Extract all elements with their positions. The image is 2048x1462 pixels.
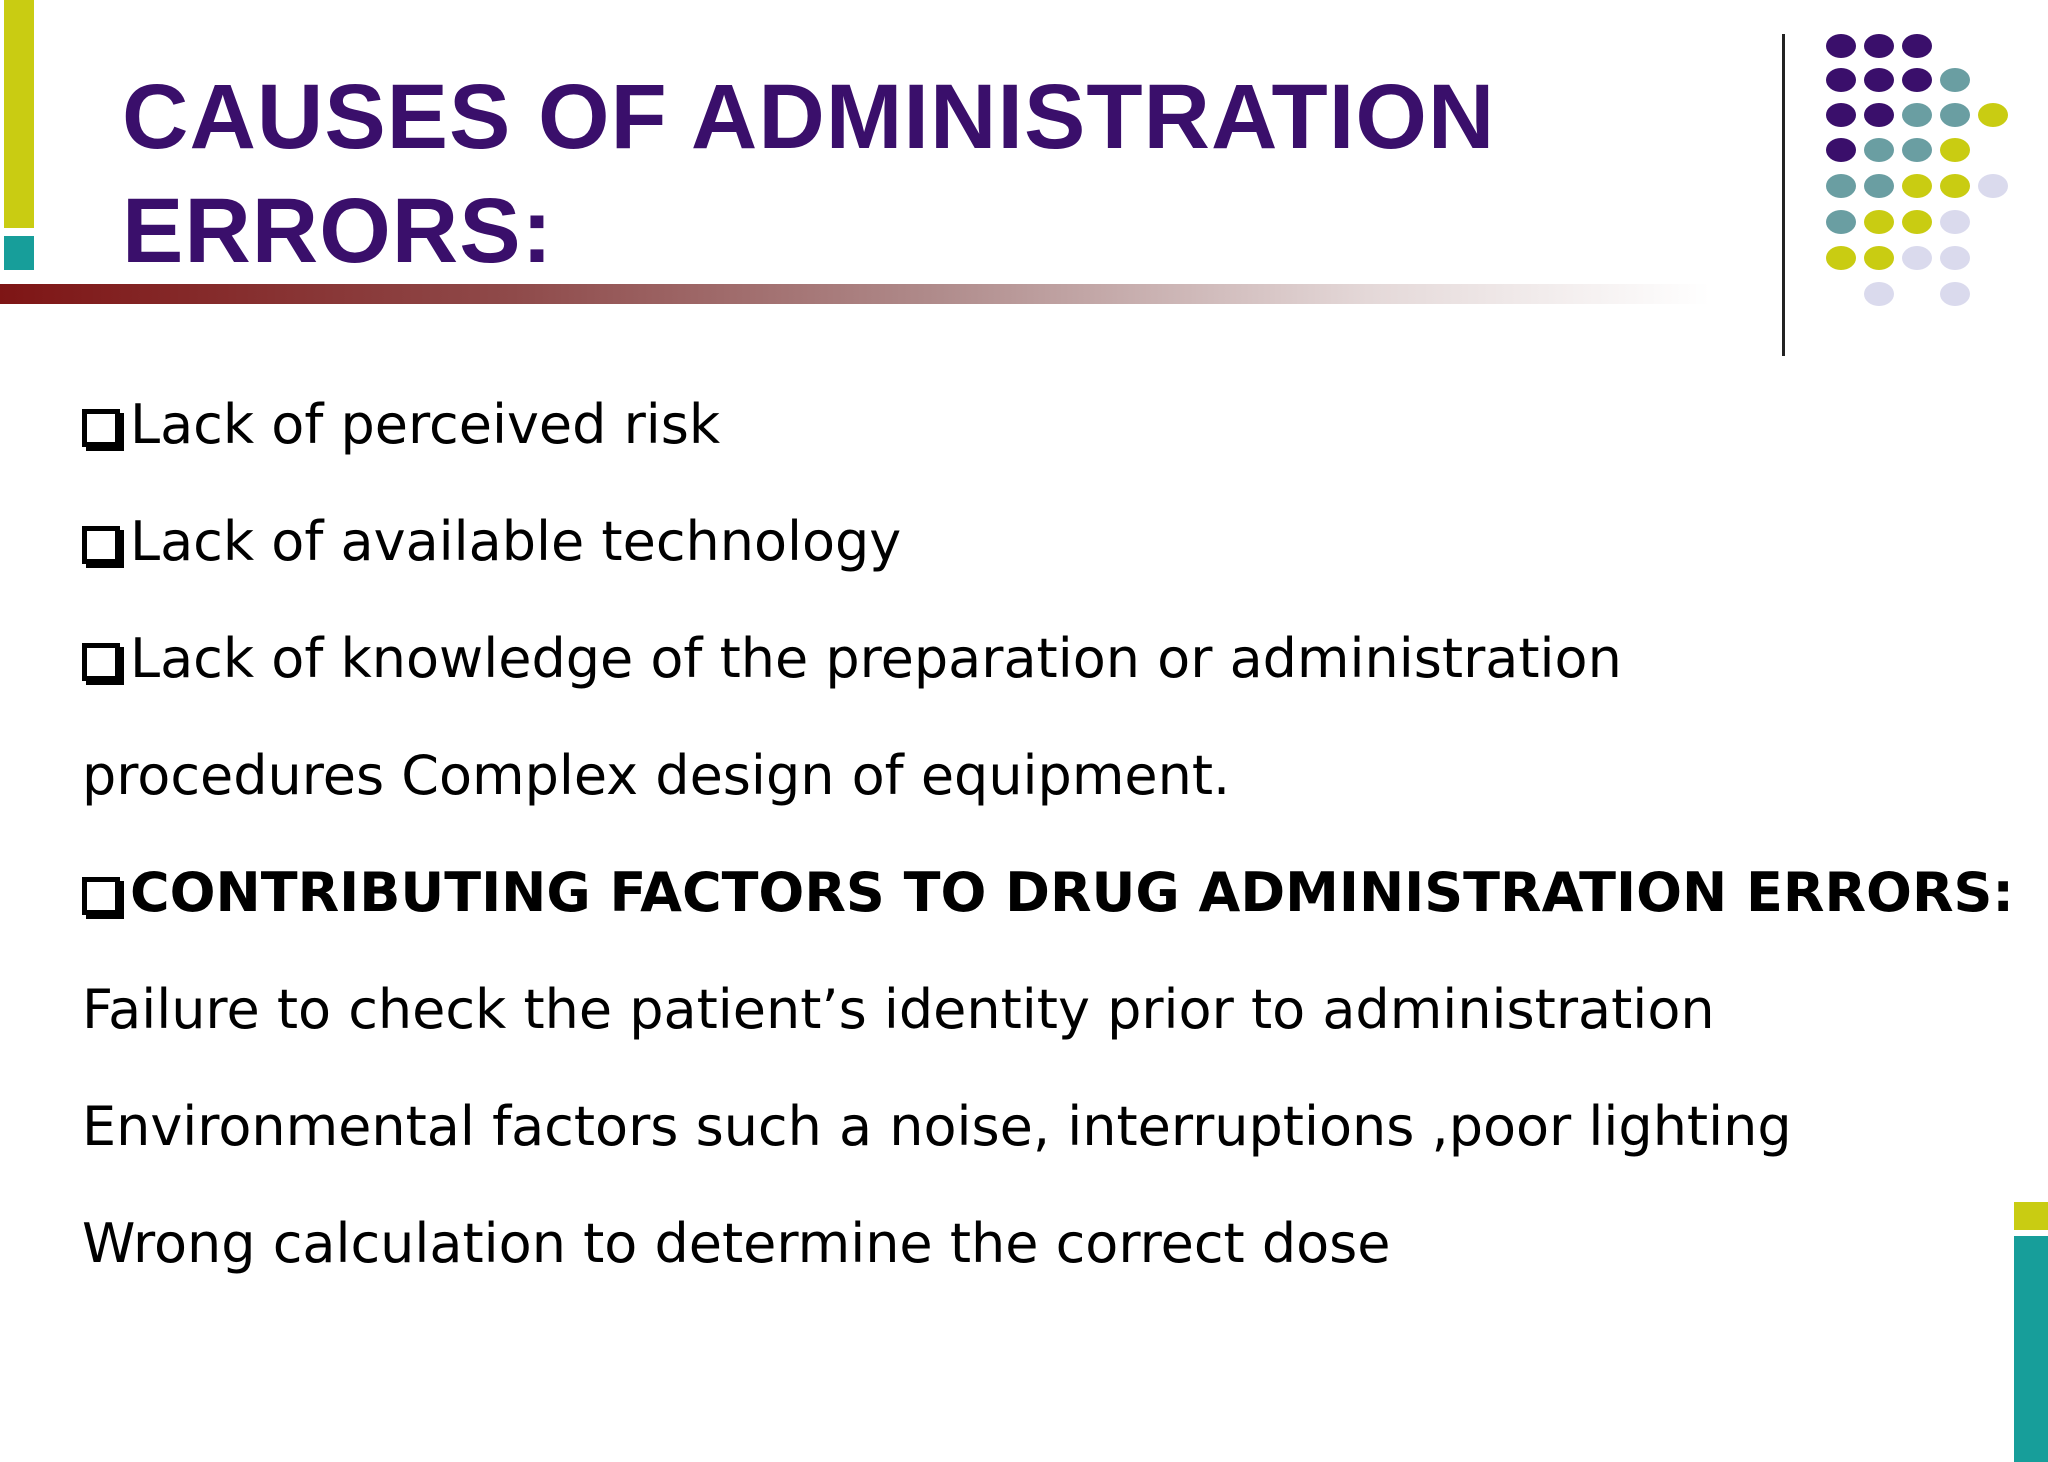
bullet-text: Lack of available technology bbox=[130, 510, 902, 573]
dot bbox=[1902, 210, 1932, 234]
dot bbox=[1940, 174, 1970, 198]
factor-text: Wrong calculation to determine the correct dose bbox=[82, 1212, 1391, 1275]
bullet-item bbox=[82, 624, 1622, 694]
factor-line bbox=[82, 975, 1715, 1045]
right-teal-accent-bar bbox=[2014, 1236, 2048, 1462]
dot bbox=[1902, 174, 1932, 198]
dot bbox=[1940, 246, 1970, 270]
continuation-line bbox=[82, 741, 1230, 811]
dot bbox=[1940, 68, 1970, 92]
dot bbox=[1864, 34, 1894, 58]
dot bbox=[1902, 138, 1932, 162]
dot bbox=[1864, 174, 1894, 198]
checkbox-bullet-icon bbox=[82, 409, 120, 447]
left-yellow-accent-bar bbox=[4, 0, 34, 228]
title-gradient-rule bbox=[0, 284, 1710, 304]
factor-line bbox=[82, 1092, 1792, 1162]
continuation-text: procedures Complex design of equipment. bbox=[82, 744, 1231, 807]
dot bbox=[1978, 174, 2008, 198]
dot bbox=[1940, 138, 1970, 162]
dot bbox=[1826, 34, 1856, 58]
dot bbox=[1940, 210, 1970, 234]
bullet-item bbox=[82, 390, 720, 460]
checkbox-bullet-icon bbox=[82, 643, 120, 681]
bullet-item bbox=[82, 507, 901, 577]
factor-text: Failure to check the patient’s identity prior to administration bbox=[82, 978, 1715, 1041]
right-yellow-accent-square bbox=[2014, 1202, 2048, 1230]
heading-text: CONTRIBUTING FACTORS TO DRUG ADMINISTRATION ERRORS: bbox=[130, 861, 2015, 924]
dot bbox=[1826, 174, 1856, 198]
checkbox-bullet-icon bbox=[82, 877, 120, 915]
dot bbox=[1826, 103, 1856, 127]
dot bbox=[1978, 103, 2008, 127]
dot bbox=[1826, 68, 1856, 92]
checkbox-bullet-icon bbox=[82, 526, 120, 564]
title-line-1: CAUSES OF ADMINISTRATION bbox=[122, 66, 1496, 168]
left-teal-accent-square bbox=[4, 236, 34, 270]
dot bbox=[1864, 138, 1894, 162]
vertical-divider bbox=[1782, 34, 1785, 356]
dot bbox=[1826, 246, 1856, 270]
dot bbox=[1902, 34, 1932, 58]
dot bbox=[1902, 68, 1932, 92]
dot bbox=[1864, 210, 1894, 234]
dot bbox=[1826, 138, 1856, 162]
dot bbox=[1940, 103, 1970, 127]
dot bbox=[1864, 103, 1894, 127]
factor-text: Environmental factors such a noise, interruptions ,poor lighting bbox=[82, 1095, 1792, 1158]
dot bbox=[1864, 282, 1894, 306]
title-line-2: ERRORS: bbox=[122, 180, 554, 282]
dot bbox=[1864, 246, 1894, 270]
dot-grid-decoration bbox=[1820, 28, 2020, 318]
dot bbox=[1902, 246, 1932, 270]
bullet-heading bbox=[82, 858, 2014, 928]
dot bbox=[1826, 210, 1856, 234]
dot bbox=[1864, 68, 1894, 92]
dot bbox=[1940, 282, 1970, 306]
bullet-text: Lack of perceived risk bbox=[130, 393, 721, 456]
dot bbox=[1902, 103, 1932, 127]
bullet-text: Lack of knowledge of the preparation or administration bbox=[130, 627, 1622, 690]
factor-line bbox=[82, 1209, 1391, 1279]
slide-title bbox=[122, 60, 1722, 288]
